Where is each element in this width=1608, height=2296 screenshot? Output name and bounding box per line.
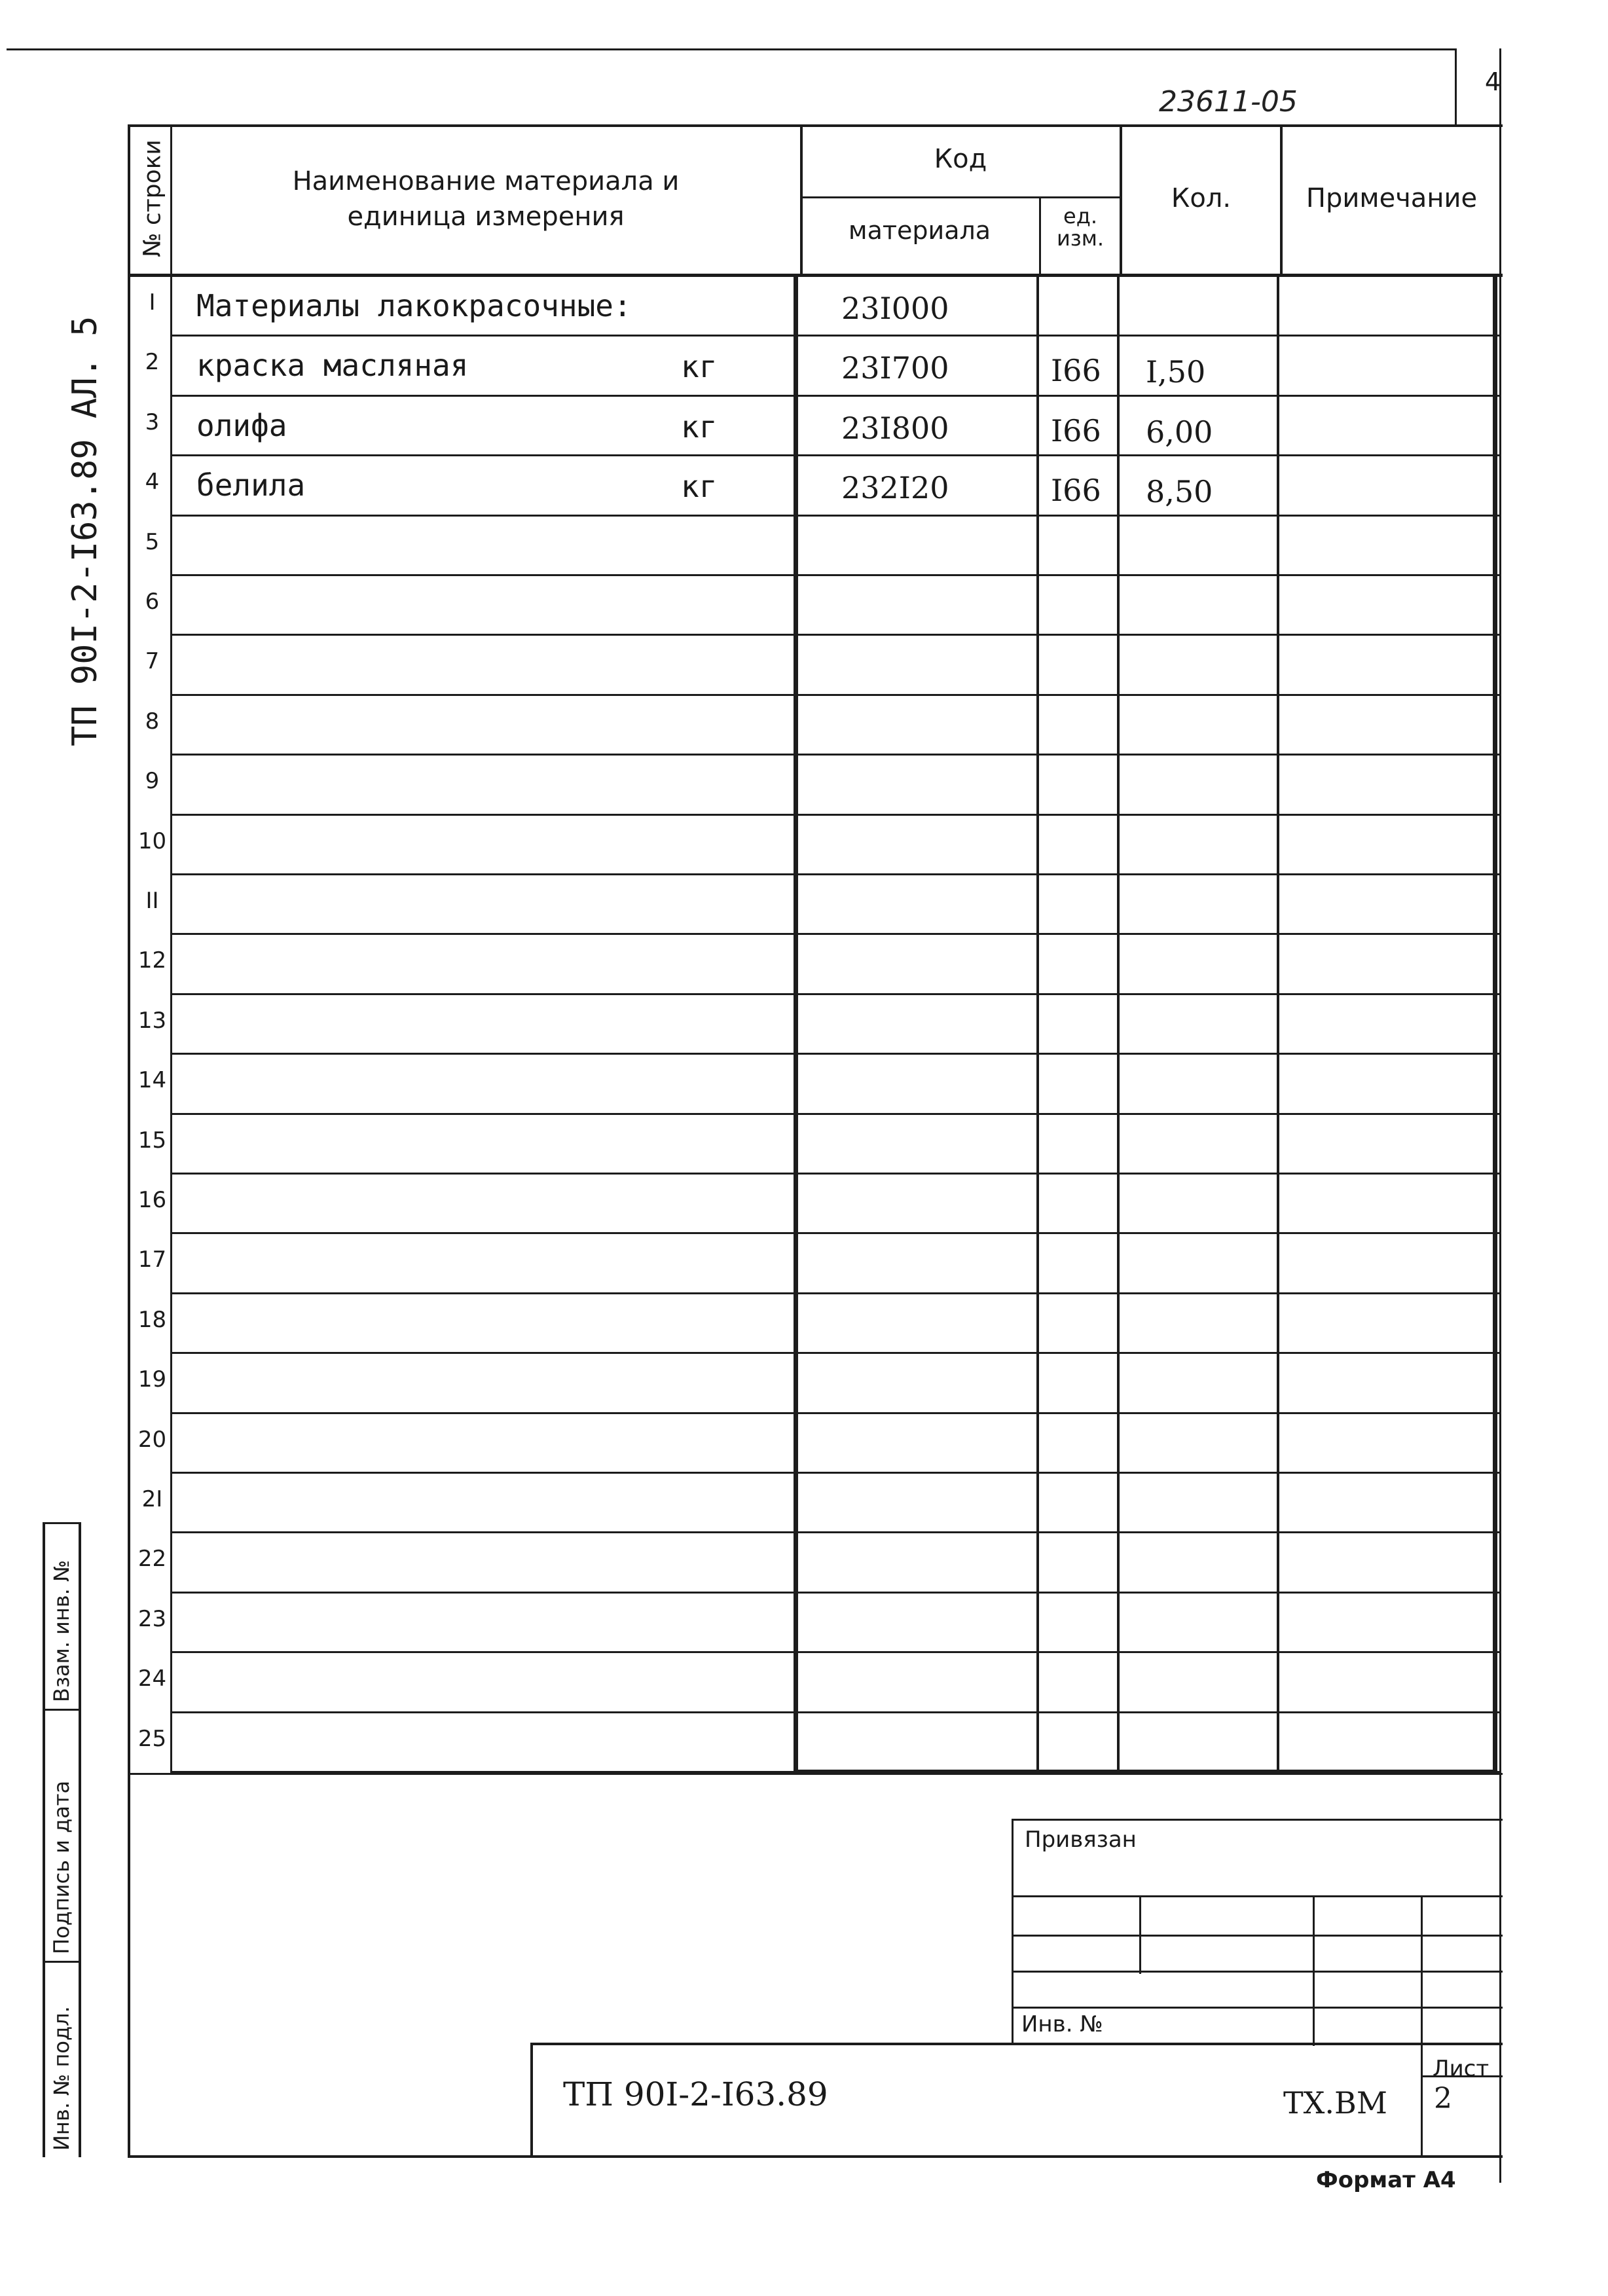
row-number: 9	[145, 768, 160, 794]
row-number: 2I	[141, 1486, 163, 1512]
material-name: белила	[196, 467, 306, 503]
row-divider	[170, 993, 1499, 995]
header-note: Примечание	[1306, 183, 1478, 213]
row-divider	[170, 814, 1499, 816]
row-number: 5	[145, 529, 160, 555]
row-number: 10	[137, 828, 167, 854]
material-name: олифа	[196, 408, 287, 443]
header-row-number: № строки	[139, 139, 166, 257]
header-name-line2: единица измерения	[347, 202, 625, 232]
row-number: 12	[137, 947, 167, 974]
sheet-number: 2	[1434, 2082, 1452, 2115]
material-unit-name: кг	[681, 409, 718, 445]
privyazan-label: Привязан	[1025, 1827, 1137, 1853]
side-inv-podl: Инв. № подл.	[49, 2006, 74, 2151]
unit-code: I66	[1051, 413, 1101, 448]
material-unit-name: кг	[681, 469, 718, 504]
row-divider	[170, 754, 1499, 756]
row-divider	[170, 1053, 1499, 1055]
row-number: 23	[137, 1606, 167, 1632]
row-number: 22	[137, 1546, 167, 1572]
row-number: I	[149, 289, 156, 316]
header-unit-line1: ед.	[1063, 204, 1097, 228]
page-number: 4	[1484, 67, 1501, 96]
title-mark: ТХ.ВМ	[1283, 2085, 1387, 2121]
row-divider	[170, 1113, 1499, 1115]
row-number: 20	[137, 1427, 167, 1453]
header-material-code: материала	[848, 216, 991, 245]
header-unit-line2: изм.	[1056, 226, 1105, 251]
quantity: 6,00	[1146, 414, 1213, 450]
row-number: 17	[137, 1247, 167, 1273]
row-number: 13	[137, 1008, 167, 1034]
row-divider	[170, 1173, 1499, 1175]
row-number: 7	[145, 648, 160, 674]
row-divider	[170, 1531, 1499, 1533]
row-divider	[170, 1352, 1499, 1354]
row-number: 6	[145, 589, 160, 615]
material-code: 23I700	[841, 350, 949, 386]
row-number: 18	[137, 1307, 167, 1333]
row-divider	[170, 933, 1499, 935]
header-code: Код	[934, 144, 987, 174]
row-number: 25	[137, 1726, 167, 1752]
row-divider	[170, 1651, 1499, 1653]
material-code: 232I20	[841, 470, 949, 505]
side-document-code: ТП 90I-2-I63.89 АЛ. 5	[65, 316, 105, 746]
header-material-name	[172, 164, 800, 234]
row-divider	[170, 634, 1499, 636]
material-code: 23I800	[841, 410, 949, 446]
row-number: 24	[137, 1666, 167, 1692]
quantity: I,50	[1146, 354, 1206, 390]
header-name-line1: Наименование материала и	[292, 166, 680, 196]
document-stamp: 23611-05	[1159, 85, 1298, 118]
inv-no-label: Инв. №	[1021, 2011, 1103, 2037]
side-podpis-data: Подпись и дата	[49, 1780, 74, 1954]
row-divider	[170, 1232, 1499, 1234]
row-divider	[170, 1711, 1499, 1713]
unit-code: I66	[1051, 353, 1101, 388]
row-divider	[170, 395, 1499, 397]
row-number: 2	[145, 349, 160, 375]
quantity: 8,50	[1146, 474, 1213, 509]
row-number: II	[145, 888, 159, 914]
row-divider	[170, 1292, 1499, 1294]
material-name: краска масляная	[196, 348, 469, 383]
material-unit-name: кг	[681, 349, 718, 384]
row-number: 14	[137, 1067, 167, 1093]
row-divider	[170, 515, 1499, 517]
title-doc-code: ТП 90I-2-I63.89	[563, 2075, 828, 2113]
material-code: 23I000	[841, 291, 949, 326]
unit-code: I66	[1051, 473, 1101, 508]
row-number: 15	[137, 1127, 167, 1154]
row-divider	[170, 873, 1499, 875]
row-divider	[170, 1592, 1499, 1594]
material-name: Материалы лакокрасочные:	[196, 288, 632, 323]
row-divider	[170, 454, 1499, 456]
side-vzam-inv: Взам. инв. №	[49, 1559, 74, 1702]
row-divider	[170, 694, 1499, 696]
header-unit	[1041, 205, 1120, 249]
row-number: 16	[137, 1187, 167, 1213]
row-number: 19	[137, 1366, 167, 1393]
row-number: 3	[145, 409, 160, 435]
format-label: Формат А4	[1316, 2167, 1456, 2193]
row-divider	[170, 1472, 1499, 1474]
row-divider	[170, 574, 1499, 576]
row-divider	[170, 1412, 1499, 1414]
row-divider	[170, 335, 1499, 337]
sheet-label: Лист	[1433, 2056, 1489, 2082]
row-number: 8	[145, 708, 160, 735]
header-quantity: Кол.	[1171, 183, 1232, 213]
row-number: 4	[145, 469, 160, 495]
